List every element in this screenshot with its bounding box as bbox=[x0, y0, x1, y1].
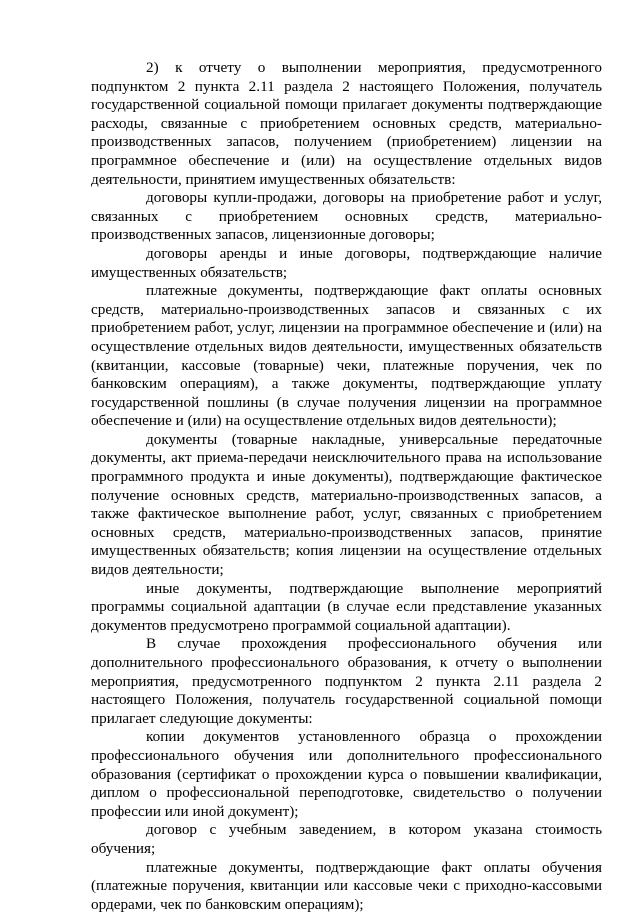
paragraph-training-certificates: копии документов установленного образца о прохождении профессионального обучения или дополнительного профессионального образования (сертификат о прохождении курса о повышении квалификации, диплом о профессиональной переподготовке, свидетельство о получении профессии или иной документ); bbox=[91, 728, 602, 820]
paragraph-other-documents: иные документы, подтверждающие выполнение мероприятий программы социальной адаптации (в случае если представление указанных документов предусмотрено программой социальной адаптации). bbox=[91, 579, 602, 634]
document-page bbox=[91, 59, 602, 914]
paragraph-training-payment: платежные документы, подтверждающие факт оплаты обучения (платежные поручения, квитанции или кассовые чеки с приходно-кассовыми ордерами, чек по банковским операциям); bbox=[91, 858, 602, 913]
paragraph-delivery-documents: документы (товарные накладные, универсальные передаточные документы, акт приема-передачи неисключительного права на использование программного продукта и иные документы), подтверждающие фактическое получение основных средств, материально-производственных запасов, а также фактическое выполнение работ, услуг, связанных с приобретением основных средств, материально-производственных запасов, принятие имущественных обязательств; копия лицензии на осуществление отдельных видов деятельности; bbox=[91, 430, 602, 579]
paragraph-purchase-contracts: договоры купли-продажи, договоры на приобретение работ и услуг, связанных с приобретением основных средств, материально-производственных запасов, лицензионные договоры; bbox=[91, 189, 602, 244]
paragraph-payment-documents: платежные документы, подтверждающие факт оплаты основных средств, материально-производственных запасов и связанных с их приобретением работ, услуг, лицензии на программное обеспечение и (или) на осуществление отдельных видов деятельности, имущественных обязательств (квитанции, кассовые (товарные) чеки, платежные поручения, чек по банковским операциям), а также документы, подтверждающие уплату государственной пошлины (в случае получения лицензии на программное обеспечение и (или) на осуществление отдельных видов деятельности); bbox=[91, 282, 602, 430]
paragraph-lease-contracts: договоры аренды и иные договоры, подтверждающие наличие имущественных обязательств; bbox=[91, 244, 602, 281]
paragraph-report-documents: 2) к отчету о выполнении мероприятия, предусмотренного подпунктом 2 пункта 2.11 раздела 2 настоящего Положения, получатель государственной социальной помощи прилагает документы подтверждающие расходы, связанные с приобретением основных средств, материально-производственных запасов, получением (приобретением) лицензии на программное обеспечение и (или) на осуществление отдельных видов деятельности, принятием имущественных обязательств: bbox=[91, 59, 602, 188]
paragraph-training-case: В случае прохождения профессионального обучения или дополнительного профессионального образования, к отчету о выполнении мероприятия, предусмотренного подпунктом 2 пункта 2.11 раздела 2 настоящего Положения, получатель государственной социальной помощи прилагает следующие документы: bbox=[91, 635, 602, 727]
paragraph-school-contract: договор с учебным заведением, в котором указана стоимость обучения; bbox=[91, 821, 602, 857]
